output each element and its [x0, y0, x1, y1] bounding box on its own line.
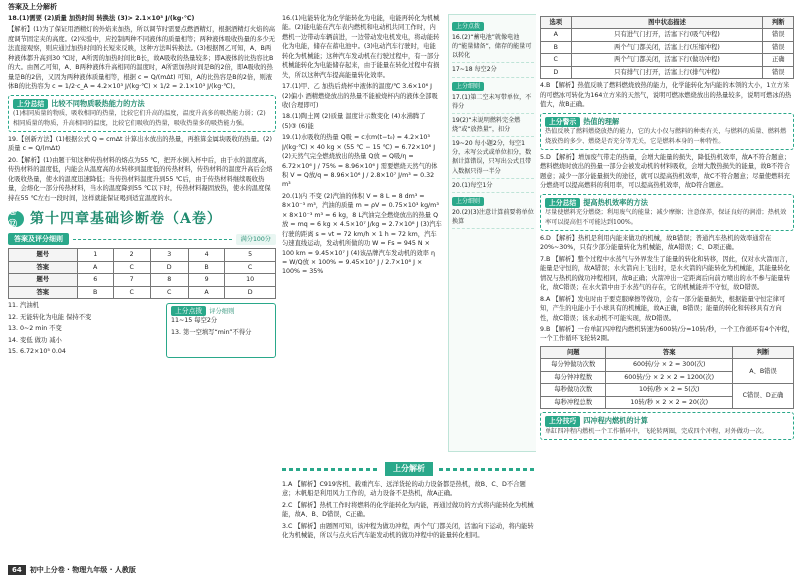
q19-answer: 19.【创新方法】(1)根据公式 Q = cmΔt 计算出水放出的热量，再推算金属块吸收的热量。(2)质量 c = Q/(mΔt): [8, 135, 272, 153]
side-note: [452, 78, 534, 114]
chapter-badge: 卷⑫: [8, 211, 24, 227]
warning-heading: 热值的理解: [583, 116, 620, 126]
table-cell: B: [188, 261, 224, 273]
warning-badge: 上分警示: [545, 117, 580, 127]
stroke-table: [540, 16, 794, 79]
summary2-title: [545, 198, 648, 209]
right-column: [540, 14, 794, 560]
scoring-label: 评分细则: [209, 307, 235, 315]
side-note: [452, 63, 534, 77]
section-heading: [282, 462, 536, 476]
q18-explanation: 【解析】(1)为了保证用酒精灯的外焰来加热，所以调节时需要点燃酒精灯，根据酒精灯火焰的高度调节固定夹的高度。(2)实验中，应控制两种不同液体的质量相等；两种液体吸收热量的多少无法直接观察，则应通过加热时间的长短来反映，这种方法叫转换法。(3)根据图乙可知，A、B两种液体都升高到30 ℃时，A所需的加热时间比B长，故A吸收的热量较多；即A液体的比热容比B的大。由图乙可知，A、B两种液体升高相同的温度时，A所需加热时间是B的2倍，即A吸收的热量是B的2倍，又因为两种液体质量相等，根据 c = Q/(mΔt) 可知，A的比热容是B的2倍，则液体B的比热容为 c = 1/2·c_A = 4.2×10³ J/(kg·℃) × 1/2 = 2.1×10³ J/(kg·℃)。: [8, 26, 276, 91]
q9-answer: 9.B 【解析】一台单缸四冲程内燃机转速为600转/分=10转/秒，一个工作循环有4个冲程，一个工作循环飞轮转2圈。: [540, 325, 794, 343]
scoring-head: [171, 306, 271, 316]
side-note-tag: 上分点拨: [452, 22, 484, 31]
ex1: 1.A 【解析】C919客机、载重汽车、远洋货轮的动力设备都是热机，故B、C、D不合题意；木帆船是利用风力工作的，动力设备不是热机，故A正确。: [282, 481, 526, 498]
table-row: [541, 66, 794, 78]
section-bar-right: [439, 468, 536, 471]
tip-badge: 上分技巧: [545, 416, 580, 426]
table-cell: 10: [225, 274, 276, 286]
middle-column: [282, 14, 536, 560]
fill-line: 11. 汽油机: [8, 302, 39, 310]
table-row: [9, 249, 276, 261]
fill-line: 14. 变低 做功 减小: [8, 336, 62, 344]
q18-answer: 18.(1)需要 (2)质量 加热时间 转换法 (3)> 2.1×10³ J/(kg·℃): [8, 15, 195, 22]
page-footer: [8, 565, 136, 576]
table-header-cell: 图中状态描述: [571, 17, 763, 29]
side-note: [452, 137, 534, 179]
table-cell: 题号: [9, 249, 78, 261]
side-note: [452, 193, 534, 229]
table-row: [541, 54, 794, 66]
table-cell: 8: [150, 274, 188, 286]
table-cell: C: [541, 54, 572, 66]
table-cell: 每秒冲程总数: [541, 396, 606, 408]
table-cell: C: [225, 261, 276, 273]
ex3: 3.C 【解析】由题图可知，该冲程为做功冲程，两个气门都关闭，活塞向下运动，将内能转化为机械能，所以与点火后汽车能发动机的做功冲程中的能量转化相同。: [282, 522, 534, 540]
fill-line: 12. 无能转化为电能 保持不变: [8, 313, 92, 321]
summary-title: [13, 99, 145, 110]
side-note: [452, 114, 534, 137]
table-row: [9, 274, 276, 286]
table-cell: 错误: [763, 41, 794, 53]
page-header: 答案及上分解析: [8, 3, 57, 11]
summary2-heading: 提高热机效率的方法: [583, 197, 648, 207]
table-cell: 只有排气门打开，活塞上行(排气冲程): [571, 66, 763, 78]
q19-answer-b: 19.(1)水吸收的热量 Q吸 = c水m(t−t₀) = 4.2×10³ J/(kg·℃) × 40 kg × (55 ℃ − 15 ℃) = 6.72×10⁶ J (2)天然气完全燃烧放出的热量 Q放 = Q吸/η = 6.72×10⁶ J / 75% = 8.96×10⁶ J 需要燃烧天然气的体积 V = Q放/q = 8.96×10⁶ J / 2.8×10⁷ J/m³ = 0.32 m³: [282, 134, 438, 189]
table-cell: A: [541, 29, 572, 41]
summary-box-efficiency: [540, 194, 794, 231]
table-cell: 7: [113, 274, 150, 286]
scoring-line: 11~15 每空2分: [171, 317, 218, 325]
table-cell: 每秒做功次数: [541, 384, 606, 396]
table-cell: 600转/分 × 2 = 300(次): [606, 359, 733, 371]
table-cell: 10转/秒 × 2 × 2 = 20(次): [606, 396, 733, 408]
answer-bar: [8, 233, 276, 246]
fill-answers: [8, 301, 160, 358]
table-cell: 2: [113, 249, 150, 261]
q16-answer: 16.(1)电能转化为化学能转化为电能，电能再转化为机械能。(2)能电能在汽车表内燃机和电动机共同工作时，内燃机一边带动车辆前进，一边带动发电机发电，将动能转化为电能，储存在蓄电池中。(3)电动汽车行驶时，电能转化为机械能；这种汽车发动机在行驶过程中，有一部分机械能转化为电能储存起来，由于能量在转化过程中有损失，所以这种汽车提高能量转化效率。: [282, 15, 440, 79]
side-note-tag: 上分细则: [452, 82, 484, 91]
summary2-badge: 上分总结: [545, 198, 580, 208]
scoring-box: [166, 303, 276, 358]
warning-box: [540, 113, 794, 150]
table-cell: 错误: [763, 66, 794, 78]
side-note-text: 20.(1)每空1分: [452, 181, 493, 189]
q18-answer-b: 18.(1)陶土网 (2)质量 温度计示数变化 (4)水沸腾了 (5)③ (6)能: [282, 113, 426, 130]
table-cell: D: [225, 286, 276, 298]
q20-answer: 20.【解析】(1)由题干知这种传热材料的熔点为55 ℃，把开水倒入杯中后，由于水的温度高，传热材料的温度低，内能会从温度高的水转移到温度低的传热材料，传热材料的温度升高后会熔化吸收热量，使水的温度迅速降低；当传热材料温度升到55 ℃后，由于传热材料继续吸收热量，会熔化一部分传热材料，当水的温度降到55 ℃以下时，传热材料凝固放热，使水的温度保持在55 ℃左右一段时间，这样就能保证喝到适宜温度的水。: [8, 156, 273, 202]
side-note-text: 20.(2)(3)注意计算前要将单位换算: [452, 208, 534, 225]
table-row: [541, 359, 794, 371]
side-note-tag: 上分细则: [452, 197, 484, 206]
table-cell: 5: [225, 249, 276, 261]
table-cell: D: [541, 66, 572, 78]
q17-answer: 17.(1)甲、乙 加热后烧杯中液体的温度/℃ 3.6×10⁶ J (2)偏小 酒精燃烧放出的热量不能被烧杯内的液体全部吸收(合理即可): [282, 83, 438, 109]
section-title: 上分解析: [385, 462, 433, 476]
table-cell: 1: [77, 249, 113, 261]
answer-label: 答案及评分细则: [8, 233, 69, 246]
tip-body: 单缸四冲程内燃机一个工作循环中，飞轮转两圈，完成四个冲程，对外做功一次。: [545, 427, 768, 435]
score-label: 满分100分: [236, 234, 276, 245]
table-cell: C: [113, 261, 150, 273]
table-cell: C: [113, 286, 150, 298]
table-cell: A: [188, 286, 224, 298]
page-number: 64: [8, 565, 26, 576]
table-cell: C错误、D正确: [732, 384, 793, 409]
table-cell: 答案: [9, 286, 78, 298]
q8-answer: 8.A 【解析】发电时由于要克服摩擦等做功，会有一部分能量损失，根据能量守恒定律可知，产生的电能小于小球具有的机械能，故A正确，B错误；能量的转化和转移具有方向性，故C错误；该永动机不可能实现，故D错误。: [540, 295, 786, 322]
table-cell: C: [150, 286, 188, 298]
table-row: [541, 41, 794, 53]
tip-box: [540, 412, 794, 440]
table-row: [541, 29, 794, 41]
warning-body: 热值反映了燃料燃烧放热的能力，它的大小仅与燃料的种类有关，与燃料的质量、燃料燃烧放热的多少、燃烧是否充分等无关，它是燃料本身的一种特性。: [545, 128, 787, 145]
table-header-cell: 判断: [763, 17, 794, 29]
table-header-cell: 判断: [732, 346, 793, 358]
answer-table: [8, 248, 276, 299]
table-cell: 每分钟冲程数: [541, 371, 606, 383]
fill-area: [8, 301, 276, 358]
table-cell: 两个气门都关闭，活塞下行(做功冲程): [571, 54, 763, 66]
side-note-text: 19(2)“未说明燃料完全燃烧”或“放热量”，扣分: [452, 116, 521, 133]
q5-answer: 5.D 【解析】增加废气带走的热量，会增大能量的损失，降低热机效率，故A不符合题意；燃料燃烧时放出的热量一部分会被发动机的材料吸收，会增大散热损失的能量，故B不符合题意；减少一部分能量损失的途径，就可以提高热机效率，故C不符合题意；尽量使燃料充分燃烧可以提高燃料的利用率，可以提高热机效率，故D符合题意。: [540, 153, 791, 190]
tip-title: [545, 416, 648, 427]
q7-answer: 7.B 【解析】整个过程中水蒸气与外界发生了能量的转化和转移，因此，仅对水火箭而言，能量是守恒的，故A错误；水火箭向上飞出时，是水火箭的内能转化为机械能，其能量转化情况与热机的做功冲程相同，故B正确；火箭冲出一定距离后向前方喷出的水不参与能量转化，故C错误；在水火箭中由于水蒸气的存在，它的机械能并不守恒，故D错误。: [540, 255, 792, 292]
calc-table: [540, 346, 794, 409]
footer-title: 初中上分卷 · 物理九年级 · 人教版: [29, 565, 136, 574]
side-note-text: 16.(2)“蓄电池”就像电池的“能量储备”，储存的能量可以转化: [452, 34, 532, 60]
scoring-line: 13. 第一空填写“min”不得分: [171, 328, 252, 336]
table-header-cell: 问题: [541, 346, 606, 358]
tip-heading: 四冲程内燃机的计算: [583, 416, 648, 426]
table-cell: 正确: [763, 54, 794, 66]
side-note-text: 17.(1)第二空未写带单位，不得分: [452, 93, 532, 110]
side-notes: [448, 14, 536, 452]
table-row: [9, 286, 276, 298]
table-cell: 600转/分 × 2 × 2 = 1200(次): [606, 371, 733, 383]
table-cell: 每分钟做功次数: [541, 359, 606, 371]
table-cell: D: [150, 261, 188, 273]
warning-title: [545, 117, 619, 128]
side-note: [452, 18, 534, 63]
table-cell: A: [77, 261, 113, 273]
table-header-cell: 答案: [606, 346, 733, 358]
table-cell: 题号: [9, 274, 78, 286]
q20-answer-b: 20.(1)内 不变 (2)汽油的体积 V = 8 L = 8 dm³ = 8×10⁻³ m³，汽油的质量 m = ρV = 0.75×10³ kg/m³ × 8×10⁻³ m³ = 6 kg，8 L汽油完全燃烧放出的热量 Q放 = mq = 6 kg × 4.5×10⁷ J/kg = 2.7×10⁸ J (3)汽车行驶的距离 s = vt = 72 km/h × 1 h = 72 km，汽车匀速直线运动，发动机所做的功 W = Fs = 945 N × 100 km = 9.45×10⁷ J (4)该品牌汽车发动机的效率 η = W/Q放 × 100% = 9.45×10⁷ J / 2.7×10⁸ J × 100% = 35%: [282, 192, 442, 276]
table-cell: 4: [188, 249, 224, 261]
table-cell: B: [541, 41, 572, 53]
chapter-heading: [8, 206, 276, 231]
table-row: [541, 384, 794, 396]
table-row: [9, 261, 276, 273]
side-note-text: 17~18 每空2分: [452, 66, 497, 74]
left-column: [8, 14, 276, 560]
middle-main: [282, 14, 442, 277]
scoring-tag: 上分点拨: [171, 306, 206, 316]
summary2-body: 尽量使燃料充分燃烧；利用废气的能量；减少摩擦；注意保养，保证良好的润滑；热机效率可以提高但不可能达到100%。: [545, 209, 787, 226]
table-cell: A、B错误: [732, 359, 793, 384]
q6-answer: 6.D 【解析】热机是利用内能来做功的机械，故B错误；普通汽车热机的效率通常在20%~30%，只有少部分能量转化为机械能，故A错误；C、D项正确。: [540, 235, 772, 252]
summary-body: (1)相同质量的物质，吸收相同的热量，比较它们升高的温度，温度升高多的吸热能力弱；(2)相同质量的物质，升高相同的温度，比较它们吸收的热量，吸收热量多的吸热能力强。: [13, 110, 266, 127]
summary-heading: 比较不同物质吸热能力的方法: [51, 98, 145, 108]
chapter-title: 第十四章基础诊断卷（A卷）: [30, 210, 222, 227]
side-note: [452, 179, 534, 193]
summary-box-heat-capacity: [8, 95, 276, 132]
fill-line: 15. 6.72×10⁵ 0.04: [8, 347, 66, 355]
answer-bar-line: [73, 239, 232, 240]
table-cell: 3: [150, 249, 188, 261]
table-cell: 9: [188, 274, 224, 286]
table-header-cell: 选项: [541, 17, 572, 29]
table-cell: 两个气门都关闭，活塞上行(压缩冲程): [571, 41, 763, 53]
ex2: 2.C 【解析】热机工作时将燃料的化学能转化为内能，再通过做功的方式将内能转化为机械能，故A、B、D错误，C正确。: [282, 501, 534, 519]
table-cell: B: [77, 286, 113, 298]
table-cell: 错误: [763, 29, 794, 41]
q4-answer: 4.B 【解析】热值反映了燃料燃烧放热的能力，化学能转化为内能的本领的大小，1立方米的可燃冰可转化为164立方米的天然气，说明可燃冰燃烧放出的热量较多，说明可燃冰的热值大，故B正确。: [540, 82, 792, 109]
table-cell: 6: [77, 274, 113, 286]
table-cell: 答案: [9, 261, 78, 273]
table-cell: 10转/秒 × 2 = 5(次): [606, 384, 733, 396]
analysis-section: [282, 458, 536, 543]
section-bar-left: [282, 468, 379, 471]
fill-line: 13. 0~2 min 不变: [8, 325, 62, 333]
summary-badge: 上分总结: [13, 99, 48, 109]
table-cell: 只有进气门打开，活塞下行(吸气冲程): [571, 29, 763, 41]
side-note-text: 19~20 每小题2分，每空1分，未写公式或单位扣分，数据计算错误，只写出公式且带入数据只得一半分: [452, 140, 532, 175]
